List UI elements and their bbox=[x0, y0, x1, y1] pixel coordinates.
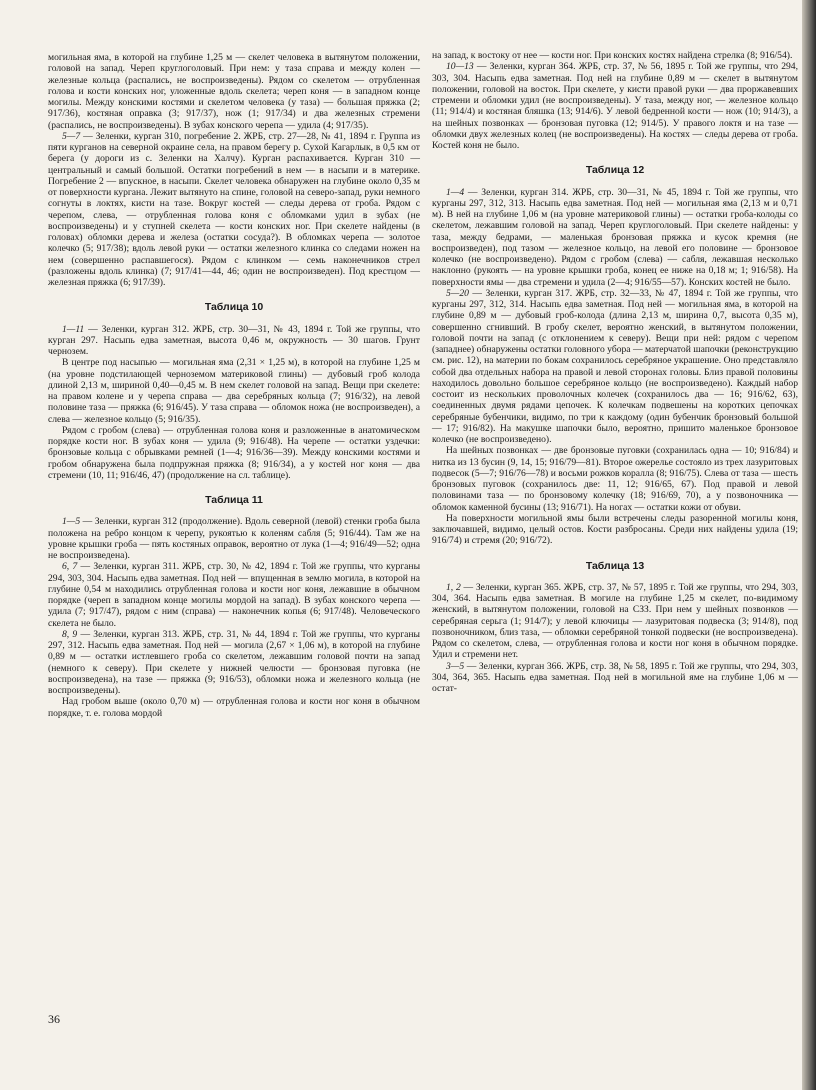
paragraph bbox=[432, 61, 798, 151]
paragraph-text: На шейных позвонках — две бронзовые пуговки (сохранилась одна — 10; 916/84) и нитка из 13 бусин (9, 14, 15; 916/79—81). Второе ожерелье состояло из трех лазуритовых подвесок (5—7; 916/76—78) и восьми рожков коралла (8; 916/75). Слева от таза — шесть бронзовых пуговок (сохранилось две: 11, 12; 916/65, 67). Под правой и левой половинами таза — по бронзовому колечку (18; 916/69, 70), а у позвоночника — обломок каменной бусины (13; 916/71). На ногах — остатки кожи от обуви. bbox=[432, 445, 798, 513]
right-block-1 bbox=[432, 50, 798, 151]
paragraph-text: могильная яма, в которой на глубине 1,25 м — скелет человека в вытянутом положении, головой на запад. Череп круглоголовый. При нем: у таза справа и между колен — железные кольца (распались, не воспроизведены). Рядом со скелетом — отрубленная голова и кости конских ног, уложенные вдоль скелета; череп коня — в западном конце могилы. Между конскими костями и скелетом человека (у таза) — большая пряжка (2; 917/36), костяная оправка (3; 917/37), нож (1; 917/34) и два железных стремени (распались, не воспроизведены). В зубах конского черепа — удила (4; 917/35). bbox=[48, 52, 420, 131]
paragraph bbox=[432, 50, 798, 61]
left-column bbox=[48, 52, 420, 719]
paragraph-text: — Зеленки, курган 364. ЖРБ, стр. 37, № 56, 1895 г. Той же группы, что 294, 303, 304. Насыпь едва заметная. Под ней на глубине 0,89 м — скелет в вытянутом положении, головой на восток. При скелете, у кисти правой руки — два проржавевших стремени и обломки удил (не воспроизведены). У таза, между ног, — железное кольцо (11; 914/4) и костяная бляшка (13; 914/6). У левой бедренной кости — нож (10; 914/3), а на шейных позвонках — бронзовая пуговка (12; 914/5). У правого локтя и на тазе — обломки двух железных колец (не воспроизведены). На костях — следы дерева от гроба. Костей коня не было. bbox=[432, 61, 798, 151]
entry-number: 8, 9 bbox=[62, 628, 78, 640]
paragraph-text: — Зеленки, курган 313. ЖРБ, стр. 31, № 44, 1894 г. Той же группы, что курганы 297, 312. Насыпь едва заметная. Под ней — могила (2,67 × 1,06 м), в которой на глубине 0,89 м — остатки истлевшего гроба со скелетом, лежавшим головой почти на запад (немного к северу). При скелете у нижней челюсти — бронзовая пуговка (не воспроизведена), на тазе — пряжка (9; 916/53), обломки ножа и железного кольца (не воспроизведены). bbox=[48, 628, 420, 696]
paragraph-text: В центре под насыпью — могильная яма (2,31 × 1,25 м), в которой на глубине 1,25 м (на уровне подстилающей черноземом материковой глины) — дубовый гроб колода длиной 2,13 м, шириной 0,40—0,45 м. В нем скелет головой на запад. Вещи при скелете: на правом колене и у черепа справа — два серебряных кольца (7; 916/32), на левой половине таза — пряжка (6; 916/45). У таза справа — обломок ножа (не воспроизведен), а слева — железное кольцо (5; 916/35). bbox=[48, 357, 420, 425]
table-13-heading: Таблица 13 bbox=[585, 559, 645, 572]
right-block-2 bbox=[432, 187, 798, 547]
entry-number: 1—5 bbox=[62, 516, 81, 528]
paragraph-text: — Зеленки, курган 317. ЖРБ, стр. 32—33, № 47, 1894 г. Той же группы, что курганы 297, 312, 314. Насыпь едва заметная. Под ней — могильная яма, в которой на глубине 0,89 м — дубовый гроб-колода (длина 2,13 м, ширина 0,7, высота 0,35 м), совершенно сгнивший. В гробу скелет, вероятно женский, в вытянутом положении, головой почти на запад (с отклонением к северу). Вещи при ней: рядом с черепом (западнее) обнаружены остатки головного убора — матерчатой шапочки (реконструкцию см. рис. 12), на материи по бокам сохранилось серебряное украшение. Оно представляло собой два отдельных набора на правой и левой сторонах головы. Близ правой половины находилось довольно большое серебряное кольцо (не воспроизведено). Каждый набор состоит из нескольких проволочных колечек (сохранилось два — 16; 916/62, 63), соединенных двумя рядами цепочек. К колечкам подвешены на коротких цепочках серебряные бубенчики, видимо, по три к каждому (один бубенчик бронзовый большой — 17; 916/82). На макушке шапочки было, вероятно, пришито маленькое бронзовое колечко (не воспроизведено). bbox=[432, 287, 798, 445]
entry-number: 1, 2 bbox=[446, 581, 461, 593]
paragraph bbox=[48, 696, 420, 719]
entry-number: 3—5 bbox=[446, 660, 465, 672]
paragraph bbox=[432, 582, 798, 661]
scan-edge-shadow bbox=[802, 0, 816, 1090]
right-block-3 bbox=[432, 582, 798, 695]
paragraph-text: — Зеленки, курган 312 (продолжение). Вдоль северной (левой) стенки гроба была положена на ребро концом к черепу, рукоятью к коленям сабля (5; 916/44). Там же на уровне крышки гроба — пять костяных оправок, вероятно от лука (1—4; 916/49—52; одна не воспроизведена). bbox=[48, 516, 420, 561]
paragraph bbox=[48, 52, 420, 131]
table-12-heading: Таблица 12 bbox=[585, 164, 645, 177]
table-11-heading: Таблица 11 bbox=[205, 494, 263, 506]
paragraph bbox=[432, 187, 798, 288]
paragraph-text: — Зеленки, курган 314. ЖРБ, стр. 30—31, № 45, 1894 г. Той же группы, что курганы 297, 312, 313. Насыпь едва заметная. Под ней — могильная яма (2,13 м и 0,71 м). В ней на глубине 1,06 м (на уровне материковой глины) — остатки гроба-колоды со скелетом, лежавшим головой на запад. Череп круглоголовый. При скелете найдены: у таза, между бедрами, — маленькая бронзовая пряжка и кусок кремня (не воспроизведен), под тазом — железное кольцо, на левой его половине — бронзовое колечко (не воспроизведено). Рядом с гробом (слева) — сабля, лежавшая несколько наклонно (рукоять — на уровне крышки гроба, конец ее ниже на 0,18 м; 1; 916/58). На поверхности ямы — два стремени и удила (2—4; 916/55—57). Конских костей не было. bbox=[432, 186, 798, 288]
paragraph bbox=[432, 445, 798, 513]
paragraph bbox=[48, 425, 420, 481]
paragraph-text: Над гробом выше (около 0,70 м) — отрубленная голова и кости ног коня в обычном порядке, т. е. голова мордой bbox=[48, 696, 420, 719]
paragraph bbox=[48, 561, 420, 629]
entry-number: 5—7 bbox=[62, 130, 81, 142]
paragraph-text: — Зеленки, курган 365. ЖРБ, стр. 37, № 57, 1895 г. Той же группы, что 294, 303, 304, 364. Насыпь едва заметная. В могиле на глубине 1,25 м скелет, по-видимому женский, в вытянутом положении, головой на СЗЗ. При нем у шейных позвонков — серебряная серьга (1; 914/7); у левой ключицы — лазуритовая подвеска (3; 914/8), под позвоночником, близ таза, — обломки серебряной тонкой подвески (не воспроизведена). Рядом со скелетом, слева, — отрубленная голова и кости ног коня в обычном порядке. Удил и стремени нет. bbox=[432, 581, 798, 661]
paragraph bbox=[48, 357, 420, 425]
paragraph bbox=[432, 288, 798, 446]
paragraph-text: На поверхности могильной ямы были встречены следы разоренной могилы коня, заключавшей, видимо, целый остов. Кости разбросаны. Среди них найдены удила (19; 916/74) и стремя (20; 916/72). bbox=[432, 512, 798, 547]
paragraph bbox=[48, 629, 420, 697]
left-block-2 bbox=[48, 324, 420, 482]
paragraph-text: — Зеленки, курган 310, погребение 2. ЖРБ, стр. 27—28, № 41, 1894 г. Группа из пяти курганов на северной окраине села, на правом берегу р. Сухой Кагарлык, в 0,5 км от берега (у дороги из с. Зеленки на Халчу). Курган распахивается. Курган 310 — центральный и самый большой. Остатки погребений в нем — в насыпи и в материке. Погребение 2 — впускное, в насыпи. Скелет человека обнаружен на глубине около 0,35 м от поверхности кургана. Лежит вытянуто на спине, головой на северо-запад, руки немного согнуты в локтях, кисти на тазе. Вокруг костей — следы дерева от гроба. Рядом с черепом, слева, — отрубленная голова коня с обломками удил в зубах (не воспроизведены) и у ступней скелета — кости конских ног. При скелете найдены (в головах) обломки дерева и железа (остатки сосуда?). В обломках черепа — золотое колечко (5; 917/38); вдоль левой руки — остатки железного клинка со следами ножен на нем (совершенно распавшегося). Рядом с клинком — семь наконечников стрел (разложены вдоль клинка) (7; 917/41—44, 46; один не воспроизведен). Под крестцом — железная пряжка (6; 917/39). bbox=[48, 130, 420, 288]
paragraph bbox=[48, 131, 420, 289]
left-block-1 bbox=[48, 52, 420, 288]
right-column bbox=[432, 50, 798, 694]
entry-number: 10—13 bbox=[446, 61, 474, 73]
paragraph-text: Рядом с гробом (слева) — отрубленная голова коня и разложенные в анатомическом порядке кости ног. В зубах коня — удила (9; 916/48). На черепе — остатки уздечки: бронзовые кольца с обрывками ремней (1—4; 916/36—39). Между конскими костями и гробом обнаружена была подпружная пряжка (8; 916/34), а у костей ног коня — два стремени (10, 11; 916/46, 47) (продолжение на сл. таблице). bbox=[48, 424, 420, 481]
paragraph-text: — Зеленки, курган 311. ЖРБ, стр. 30, № 42, 1894 г. Той же группы, что курганы 294, 303, 304. Насыпь едва заметная. Под ней — впущенная в землю могила, в которой на глубине 0,54 м находились отрубленная голова и кости ног коня, лежавшие в обычном порядке (череп в западном конце могилы мордой на запад). В зубах конского черепа — удила (7; 917/47), рядом с ним (справа) — наконечник копья (6; 917/48). Человеческого скелета не было. bbox=[48, 561, 421, 629]
entry-number: 6, 7 bbox=[62, 561, 78, 573]
paragraph bbox=[48, 516, 420, 561]
paragraph-text: — Зеленки, курган 312. ЖРБ, стр. 30—31, № 43, 1894 г. Той же группы, что курган 297. Насыпь едва заметная, высота 0,46 м, окружность — 30 шагов. Грунт чернозем. bbox=[48, 323, 420, 357]
table-10-heading: Таблица 10 bbox=[204, 301, 264, 314]
paragraph-text: — Зеленки, курган 366. ЖРБ, стр. 38, № 58, 1895 г. Той же группы, что 294, 303, 304, 364, 365. Насыпь едва заметная. Под ней в могильной яме на глубине 1,06 м — остат- bbox=[432, 660, 798, 694]
entry-number: 1—4 bbox=[446, 186, 465, 198]
entry-number: 5—20 bbox=[446, 287, 469, 299]
page-number: 36 bbox=[48, 1012, 60, 1026]
paragraph bbox=[432, 661, 798, 695]
paragraph-text: на запад, к востоку от нее — кости ног. При конских костях найдена стрелка (8; 916/54). bbox=[432, 50, 793, 61]
paragraph bbox=[432, 513, 798, 547]
left-block-3 bbox=[48, 516, 420, 719]
paragraph bbox=[48, 324, 420, 358]
entry-number: 1—11 bbox=[62, 323, 85, 335]
